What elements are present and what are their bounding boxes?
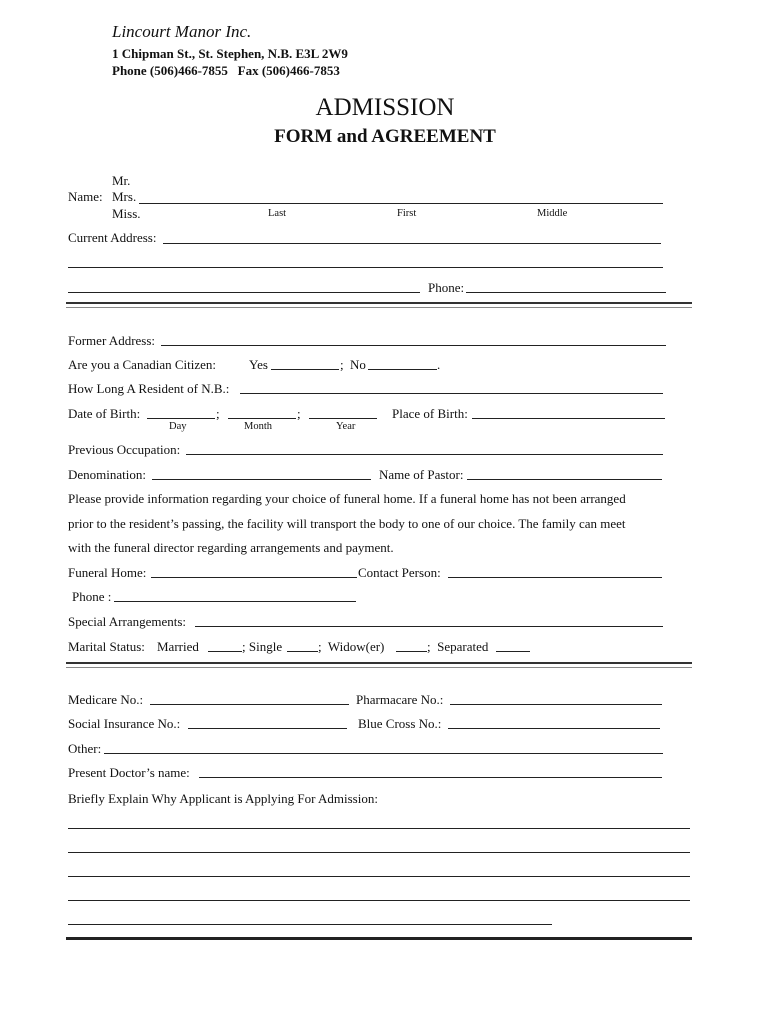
current-address-field[interactable] xyxy=(163,243,661,244)
citizen-no-label: No xyxy=(350,357,366,372)
former-address-label: Former Address: xyxy=(68,333,156,348)
dob-year-field[interactable] xyxy=(309,418,377,419)
pharmacare-label: Pharmacare No.: xyxy=(356,692,444,707)
other-field[interactable] xyxy=(104,753,663,754)
sub-year: Year xyxy=(336,421,356,432)
denomination-label: Denomination: xyxy=(68,467,146,482)
resident-label: How Long A Resident of N.B.: xyxy=(68,381,230,396)
explain-line-5[interactable] xyxy=(68,924,552,925)
explain-line-3[interactable] xyxy=(68,876,690,877)
contact-person-label: Contact Person: xyxy=(358,565,441,580)
sub-month: Month xyxy=(244,421,273,432)
marital-married-label: Married xyxy=(157,639,199,654)
citizen-semicolon: ; xyxy=(340,357,344,372)
pastor-field[interactable] xyxy=(467,479,662,480)
phone-label: Phone: xyxy=(428,280,465,295)
separated-field[interactable] xyxy=(496,651,530,652)
resident-field[interactable] xyxy=(240,393,663,394)
title-mr: Mr. xyxy=(112,173,131,188)
current-address-line-3[interactable] xyxy=(68,292,420,293)
name-field[interactable] xyxy=(139,203,663,204)
place-of-birth-label: Place of Birth: xyxy=(392,406,468,421)
married-field[interactable] xyxy=(208,651,242,652)
citizen-period: . xyxy=(437,357,441,372)
funeral-phone-label: Phone : xyxy=(72,589,112,604)
medicare-label: Medicare No.: xyxy=(68,692,144,707)
marital-single-label: ; Single xyxy=(242,639,283,654)
sin-label: Social Insurance No.: xyxy=(68,716,181,731)
funeral-phone-field[interactable] xyxy=(114,601,356,602)
company-phone-fax: Phone (506)466-7855 Fax (506)466-7853 xyxy=(112,63,340,78)
dob-sep-1: ; xyxy=(216,406,220,421)
special-arrangements-field[interactable] xyxy=(195,626,663,627)
current-address-line-2[interactable] xyxy=(68,267,663,268)
place-of-birth-field[interactable] xyxy=(472,418,665,419)
citizen-question: Are you a Canadian Citizen: xyxy=(68,357,217,372)
special-arrangements-label: Special Arrangements: xyxy=(68,614,187,629)
explain-line-4[interactable] xyxy=(68,900,690,901)
dob-month-field[interactable] xyxy=(228,418,296,419)
contact-person-field[interactable] xyxy=(448,577,662,578)
pharmacare-field[interactable] xyxy=(450,704,662,705)
name-label: Name: xyxy=(68,189,103,204)
marital-widow-label: ; Widow(er) xyxy=(318,639,385,654)
sub-day: Day xyxy=(169,421,187,432)
explain-line-1[interactable] xyxy=(68,828,690,829)
citizen-yes-label: Yes xyxy=(249,357,268,372)
sub-first: First xyxy=(397,208,417,219)
form-title: ADMISSION xyxy=(315,94,455,121)
title-mrs: Mrs. xyxy=(112,189,137,204)
company-address: 1 Chipman St., St. Stephen, N.B. E3L 2W9 xyxy=(112,46,348,61)
current-address-label: Current Address: xyxy=(68,230,157,245)
sin-field[interactable] xyxy=(188,728,347,729)
phone-field[interactable] xyxy=(466,292,666,293)
citizen-no-field[interactable] xyxy=(368,369,437,370)
sub-last: Last xyxy=(268,208,287,219)
previous-occupation-field[interactable] xyxy=(186,454,663,455)
other-label: Other: xyxy=(68,741,102,756)
sub-middle: Middle xyxy=(537,208,568,219)
funeral-text-line-3: with the funeral director regarding arrangements and payment. xyxy=(68,540,394,555)
explain-label: Briefly Explain Why Applicant is Applying For Admission: xyxy=(68,791,378,806)
bluecross-label: Blue Cross No.: xyxy=(358,716,442,731)
dob-label: Date of Birth: xyxy=(68,406,141,421)
doctor-label: Present Doctor’s name: xyxy=(68,765,190,780)
funeral-text-line-2: prior to the resident’s passing, the facility will transport the body to one of our choice. The family can meet xyxy=(68,516,626,531)
section-divider xyxy=(66,302,692,308)
funeral-text-line-1: Please provide information regarding your choice of funeral home. If a funeral home has not been arranged xyxy=(68,491,626,506)
widow-field[interactable] xyxy=(396,651,427,652)
form-subtitle: FORM and AGREEMENT xyxy=(274,126,496,147)
funeral-home-field[interactable] xyxy=(151,577,357,578)
section-divider-2 xyxy=(66,662,692,668)
dob-day-field[interactable] xyxy=(147,418,215,419)
pastor-label: Name of Pastor: xyxy=(379,467,464,482)
citizen-yes-field[interactable] xyxy=(271,369,339,370)
doctor-field[interactable] xyxy=(199,777,662,778)
previous-occupation-label: Previous Occupation: xyxy=(68,442,181,457)
funeral-home-label: Funeral Home: xyxy=(68,565,147,580)
dob-sep-2: ; xyxy=(297,406,301,421)
bluecross-field[interactable] xyxy=(448,728,660,729)
denomination-field[interactable] xyxy=(152,479,371,480)
title-miss: Miss. xyxy=(112,206,141,221)
company-name: Lincourt Manor Inc. xyxy=(112,22,252,41)
explain-line-2[interactable] xyxy=(68,852,690,853)
marital-separated-label: ; Separated xyxy=(427,639,489,654)
medicare-field[interactable] xyxy=(150,704,349,705)
marital-label: Marital Status: xyxy=(68,639,145,654)
bottom-rule xyxy=(66,937,692,940)
single-field[interactable] xyxy=(287,651,318,652)
former-address-field[interactable] xyxy=(161,345,666,346)
